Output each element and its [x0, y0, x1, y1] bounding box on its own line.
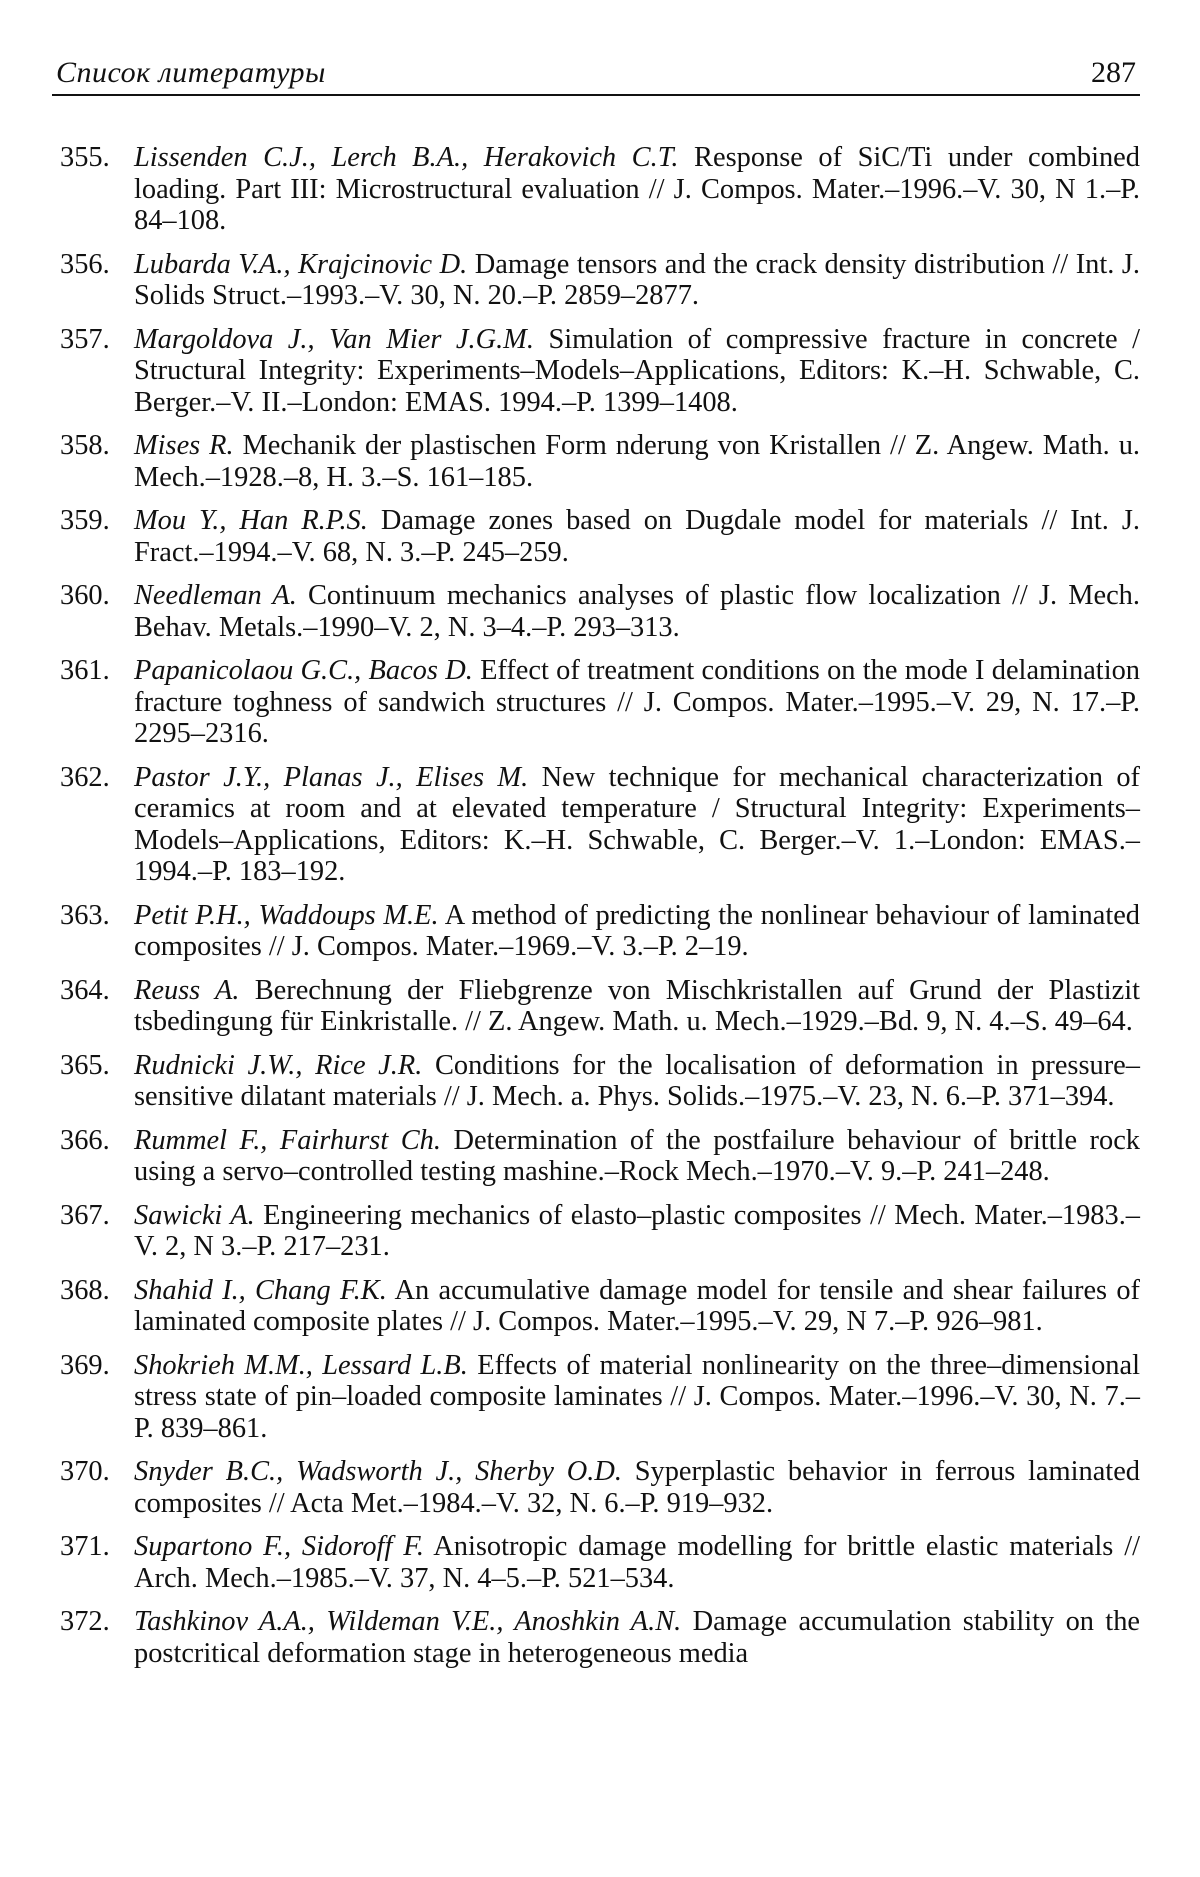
reference-entry — [60, 1606, 1140, 1669]
reference-text: Conditions for the localisation of deformation in pressure–sensitive dilatant materials // J. Mech. a. Phys. Solids.–1975.–V. 23, N. 6.–P. 371–394. — [134, 1049, 1140, 1112]
reference-text: Continuum mechanics analyses of plastic flow localization // J. Mech. Behav. Metals.–1990–V. 2, N. 3–4.–P. 293–313. — [134, 580, 1140, 643]
reference-number: 369. — [60, 1349, 110, 1381]
reference-authors: Supartono F., Sidoroff F. — [134, 1531, 424, 1562]
reference-entry — [60, 762, 1140, 888]
reference-entry — [60, 900, 1140, 963]
reference-authors: Mou Y., Han R.P.S. — [134, 505, 368, 536]
reference-authors: Pastor J.Y., Planas J., Elises M. — [134, 761, 529, 793]
reference-entry — [60, 249, 1140, 312]
reference-text: A method of predicting the nonlinear behaviour of laminated composites // J. Compos. Mater.–1969.–V. 3.–P. 2–19. — [134, 899, 1141, 962]
reference-number: 363. — [60, 899, 110, 931]
reference-entry — [60, 580, 1140, 643]
reference-authors: Sawicki A. — [134, 1199, 255, 1231]
reference-authors: Mises R. — [134, 430, 234, 461]
reference-authors: Rudnicki J.W., Rice J.R. — [134, 1049, 423, 1081]
reference-text: An accumulative damage model for tensile and shear failures of laminated composite plates // J. Compos. Mater.–1995.–V. 29, N 7.–P. 926–981. — [134, 1274, 1141, 1337]
page-number: 287 — [1091, 56, 1136, 89]
reference-number: 357. — [60, 323, 110, 355]
reference-number: 355. — [60, 142, 110, 173]
reference-authors: Tashkinov A.A., Wildeman V.E., Anoshkin A.N. — [134, 1606, 682, 1637]
reference-number: 368. — [60, 1274, 110, 1306]
reference-list — [60, 142, 1140, 1681]
reference-entry — [60, 324, 1140, 419]
reference-entry — [60, 1200, 1140, 1263]
reference-entry — [60, 975, 1140, 1038]
reference-entry — [60, 1125, 1140, 1188]
reference-number: 362. — [60, 761, 110, 793]
reference-text: Simulation of compressive fracture in concrete / Structural Integrity: Experiments–Models–Applications, Editors: K.–H. Schwable, C. Berger.–V. II.–London: EMAS. 1994.–P. 1399–1408. — [134, 323, 1140, 418]
reference-number: 371. — [60, 1531, 110, 1562]
reference-entry — [60, 1275, 1140, 1338]
reference-number: 360. — [60, 580, 110, 611]
reference-entry — [60, 505, 1140, 568]
reference-text: Anisotropic damage modelling for brittle elastic materials // Arch. Mech.–1985.–V. 37, N. 4–5.–P. 521–534. — [134, 1531, 1140, 1594]
reference-text: Effect of treatment conditions on the mode I delamination fracture toghness of sandwich structures // J. Compos. Mater.–1995.–V. 29, N. 17.–P. 2295–2316. — [134, 655, 1140, 749]
reference-authors: Needleman A. — [134, 580, 297, 611]
reference-authors: Reuss A. — [134, 974, 240, 1006]
reference-entry — [60, 1350, 1140, 1445]
running-header — [52, 52, 1140, 96]
reference-number: 356. — [60, 248, 110, 280]
reference-text: Damage zones based on Dugdale model for materials // Int. J. Fract.–1994.–V. 68, N. 3.–P. 245–259. — [134, 505, 1141, 568]
reference-number: 358. — [60, 430, 110, 461]
reference-number: 372. — [60, 1606, 110, 1637]
reference-entry — [60, 430, 1140, 493]
reference-text: Damage accumulation stability on the postcritical deformation stage in heterogeneous media — [134, 1606, 1140, 1669]
reference-authors: Shahid I., Chang F.K. — [134, 1274, 387, 1306]
reference-entry — [60, 142, 1140, 237]
reference-entry — [60, 1050, 1140, 1113]
reference-number: 361. — [60, 655, 110, 686]
reference-text: Response of SiC/Ti under combined loading. Part III: Microstructural evaluation // J. Compos. Mater.–1996.–V. 30, N 1.–P. 84–108. — [134, 142, 1140, 236]
reference-authors: Shokrieh M.M., Lessard L.B. — [134, 1349, 468, 1381]
reference-authors: Snyder B.C., Wadsworth J., Sherby O.D. — [134, 1456, 622, 1487]
header-title: Список литературы — [56, 56, 326, 89]
reference-text: Determination of the postfailure behaviour of brittle rock using a servo–controlled testing mashine.–Rock Mech.–1970.–V. 9.–P. 241–248. — [134, 1124, 1140, 1187]
reference-authors: Margoldova J., Van Mier J.G.M. — [134, 323, 534, 355]
reference-text: Effects of material nonlinearity on the three–dimensional stress state of pin–loaded composite laminates // J. Compos. Mater.–1996.–V. 30, N. 7.–P. 839–861. — [134, 1349, 1140, 1444]
reference-number: 364. — [60, 974, 110, 1006]
reference-text: New technique for mechanical characterization of ceramics at room and at elevated temperature / Structural Integrity: Experiments–Models–Applications, Editors: K.–H. Schwable, C. Berger.–V. 1.–London: EMAS.–1994.–P. 183–192. — [134, 761, 1140, 887]
reference-authors: Papanicolaou G.C., Bacos D. — [134, 655, 473, 686]
reference-authors: Lissenden C.J., Lerch B.A., Herakovich C.T. — [134, 142, 679, 173]
reference-number: 367. — [60, 1199, 110, 1231]
reference-number: 359. — [60, 505, 110, 536]
reference-authors: Petit P.H., Waddoups M.E. — [134, 899, 439, 931]
reference-number: 365. — [60, 1049, 110, 1081]
reference-text: Mechanik der plastischen Form nderung von Kristallen // Z. Angew. Math. u. Mech.–1928.–8, H. 3.–S. 161–185. — [134, 430, 1140, 493]
reference-text: Syperplastic behavior in ferrous laminated composites // Acta Met.–1984.–V. 32, N. 6.–P. 919–932. — [134, 1456, 1140, 1519]
reference-authors: Rummel F., Fairhurst Ch. — [134, 1124, 441, 1156]
reference-number: 366. — [60, 1124, 110, 1156]
reference-number: 370. — [60, 1456, 110, 1487]
reference-text: Damage tensors and the crack density distribution // Int. J. Solids Struct.–1993.–V. 30, N. 20.–P. 2859–2877. — [134, 248, 1140, 311]
reference-authors: Lubarda V.A., Krajcinovic D. — [134, 248, 468, 280]
reference-entry — [60, 1531, 1140, 1594]
reference-text: Engineering mechanics of elasto–plastic composites // Mech. Mater.–1983.–V. 2, N 3.–P. 217–231. — [134, 1199, 1140, 1262]
reference-entry — [60, 1456, 1140, 1519]
reference-text: Berechnung der Fliebgrenze von Mischkristallen auf Grund der Plastizit tsbedingung für Einkristalle. // Z. Angew. Math. u. Mech.–1929.–Bd. 9, N. 4.–S. 49–64. — [134, 974, 1140, 1037]
reference-entry — [60, 655, 1140, 750]
